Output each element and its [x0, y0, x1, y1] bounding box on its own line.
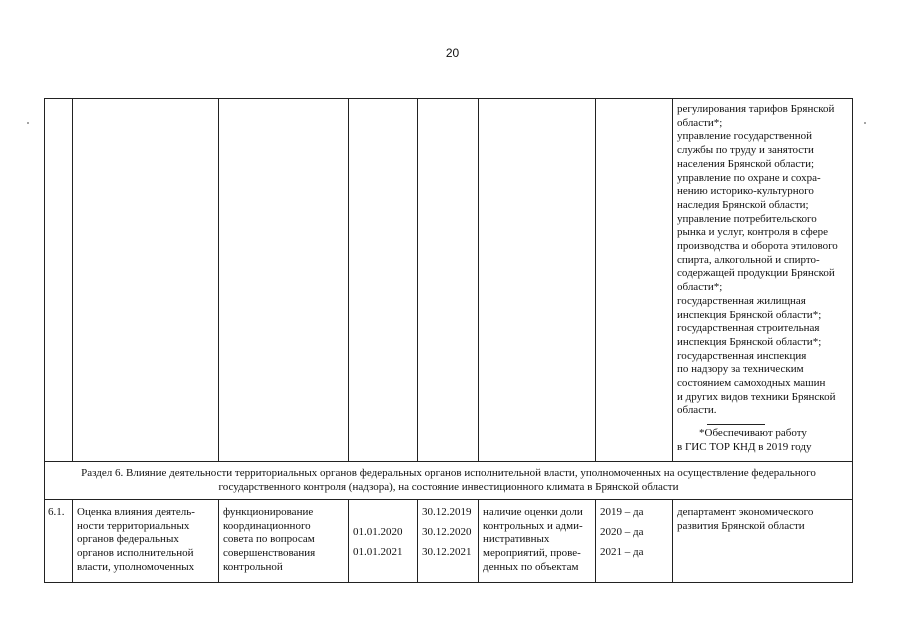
page-number: 20: [445, 46, 460, 60]
indicator-line: денных по объектам: [483, 560, 579, 573]
measure-cell: [73, 500, 219, 583]
responsible-line: департамент экономического: [677, 506, 814, 518]
footnote-line: в ГИС ТОР КНД в 2019 году: [677, 440, 812, 453]
mechanism-line: функционирование: [223, 506, 314, 518]
indicator-line: наличие оценки доли: [483, 506, 583, 518]
department-line: области*;: [677, 116, 723, 129]
mechanism-cell: [219, 500, 349, 583]
responsible-cell: [673, 500, 853, 583]
section-title: [45, 462, 853, 500]
cell-target-empty: [596, 99, 673, 462]
start-date: 01.01.2021: [353, 546, 403, 558]
cell-end-empty: [418, 99, 479, 462]
start-date: [353, 506, 413, 526]
footnote-line: *Обеспечивают работу: [699, 427, 807, 440]
start-date-cell: [349, 500, 418, 583]
department-line: области.: [677, 404, 717, 417]
measure-line: Оценка влияния деятель-: [77, 506, 195, 518]
section-title-line: Раздел 6. Влияние деятельности территориальных органов федеральных органов исполнительной власти, уполномоченных на осуществление федерального: [81, 467, 816, 479]
cell-start-empty: [349, 99, 418, 462]
cell-mechanism-empty: [219, 99, 349, 462]
plan-table: [44, 98, 853, 583]
mechanism-line: контрольной: [223, 560, 283, 573]
end-date: 30.12.2021: [422, 546, 472, 558]
target-value: 2021 – да: [600, 546, 644, 558]
department-line: области*;: [677, 281, 723, 294]
mechanism-line: совершенствования: [223, 547, 316, 560]
target-value: 2020 – да: [600, 526, 644, 538]
department-line: и других видов техники Брянской: [677, 390, 836, 403]
department-line: инспекция Брянской области*;: [677, 335, 822, 348]
cell-indicator-empty: [479, 99, 596, 462]
cell-measure-empty: [73, 99, 219, 462]
department-line: службы по труду и занятости: [677, 144, 814, 157]
footnote: [677, 424, 848, 454]
row-number: 6.1.: [45, 500, 73, 583]
department-line: управление потребительского: [677, 212, 817, 225]
start-date: 01.01.2020: [353, 526, 403, 538]
cell-responsible-departments: [673, 99, 853, 462]
mechanism-line: координационного: [223, 519, 311, 532]
indicator-line: контрольных и адми-: [483, 519, 583, 532]
scan-artifact-dot: [27, 122, 29, 124]
table-row: [45, 500, 853, 583]
department-line: состоянием самоходных машин: [677, 377, 826, 390]
department-line: по надзору за техническим: [677, 363, 804, 376]
department-line: государственная строительная: [677, 322, 820, 335]
department-line: инспекция Брянской области*;: [677, 308, 822, 321]
measure-line: ности территориальных: [77, 519, 190, 532]
indicator-line: нистративных: [483, 533, 550, 546]
section-header-row: [45, 462, 853, 500]
department-line: населения Брянской области;: [677, 157, 815, 170]
department-line: управление государственной: [677, 130, 812, 143]
mechanism-line: совета по вопросам: [223, 533, 315, 546]
indicator-cell: [479, 500, 596, 583]
department-line: государственная инспекция: [677, 349, 807, 362]
department-line: спирта, алкогольной и спирто-: [677, 253, 820, 266]
department-line: управление по охране и сохра-: [677, 171, 821, 184]
continued-table-row: [45, 99, 853, 462]
measure-line: органов исполнительной: [77, 547, 194, 560]
department-line: наследия Брянской области;: [677, 198, 809, 211]
end-date: 30.12.2019: [422, 506, 472, 518]
indicator-line: мероприятий, прове-: [483, 547, 581, 560]
end-date: 30.12.2020: [422, 526, 472, 538]
cell-number-empty: [45, 99, 73, 462]
footnote-rule: [707, 424, 765, 425]
responsible-line: развития Брянской области: [677, 519, 805, 532]
department-line: производства и оборота этилового: [677, 240, 838, 253]
target-cell: [596, 500, 673, 583]
measure-line: власти, уполномоченных: [77, 560, 195, 573]
department-line: содержащей продукции Брянской: [677, 267, 835, 280]
department-line: рынка и услуг, контроля в сфере: [677, 226, 828, 239]
department-line: нению историко-культурного: [677, 185, 814, 198]
target-value: 2019 – да: [600, 506, 644, 518]
department-line: регулирования тарифов Брянской: [677, 103, 835, 115]
measure-line: органов федеральных: [77, 533, 179, 546]
end-date-cell: [418, 500, 479, 583]
section-title-line: государственного контроля (надзора), на состояние инвестиционного климата в Брянской области: [218, 481, 679, 493]
scan-artifact-dot: [864, 122, 866, 124]
department-line: государственная жилищная: [677, 294, 806, 307]
